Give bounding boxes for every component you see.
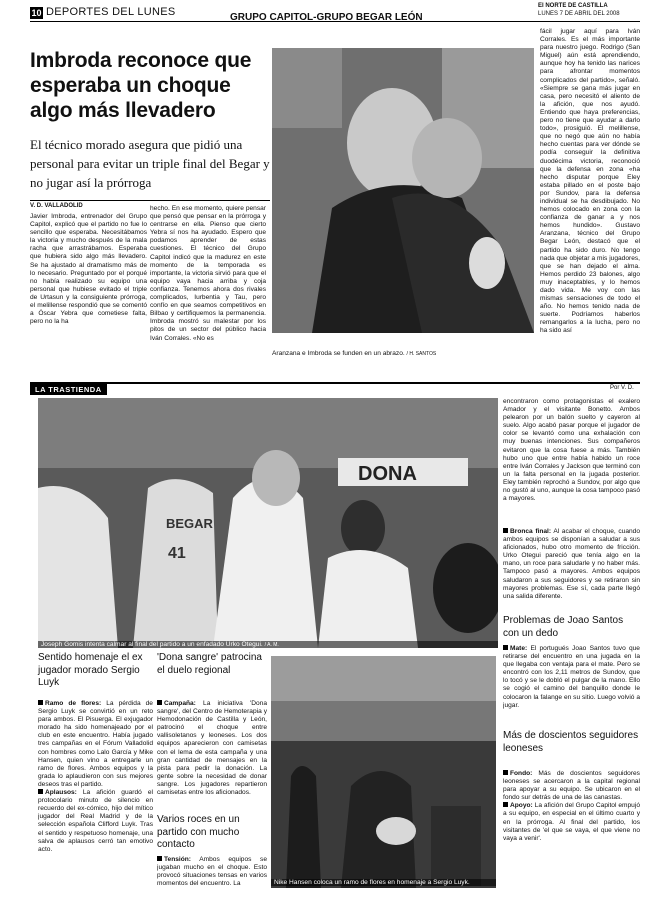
trastienda-rule	[30, 382, 640, 394]
leoneses-body	[503, 770, 640, 895]
roces-label: Tensión:	[164, 856, 191, 863]
leoneses-title: Más de doscientos seguidores leoneses	[503, 730, 639, 754]
paper-name: El NORTE DE CASTILLA	[538, 3, 608, 9]
box-roces	[157, 814, 267, 852]
main-col-1: Javier Imbroda, entrenador del Grupo Capitol, explicó que el partido no fue lo sencillo que esperaba. Necesitábamos la victoria y mucho después de la mala racha que arrastrábamos. Esperaba que hubiera sido algo más llevadero. Se ha ajustado al dramatismo más de lo necesario. Preguntado por el porqué no había realizado su equipo una personal que hubiese evitado el triple de Urtasun y la consiguiente prórroga, el melillense respondió que se comentó a Óscar Yebra que cometiese falta, pero no la ha	[30, 213, 147, 326]
homage-title: Sentido homenaje el ex jugador morado Sergio Luyk	[38, 652, 143, 688]
photo-embrace-caption	[272, 350, 534, 357]
bullet-icon	[503, 802, 508, 807]
dona-text: La iniciativa 'Dona sangre', del Centro de Hemoterapia y Hemodonación de Castilla y León, patrocinó el choque entre vallisoletanos y leoneses. Los dos equipos aparecieron con camisetas con el lema de esta campaña y una gran cantidad de mensajes en la pista para pedir la donación. La gente sobre la necesidad de donar sangre. Los jugadores repartieron camisetas entre los aficionados.	[157, 700, 267, 797]
item-label: Bronca final:	[510, 528, 552, 535]
santos-title: Problemas de Joao Santos con un dedo	[503, 615, 624, 639]
issue-date: LUNES 7 DE ABRIL DEL 2008	[538, 11, 620, 17]
caption-text: Aranzana e Imbroda se funden en un abrazo.	[272, 350, 405, 357]
box-santos	[503, 615, 640, 640]
bullet-icon	[503, 645, 508, 650]
photo-embrace	[272, 48, 534, 333]
bullet-icon	[503, 528, 508, 533]
right-col-item	[503, 528, 640, 610]
box-dona	[157, 652, 267, 677]
bullet-icon	[503, 770, 508, 775]
sponsor-begar: BEGAR	[166, 516, 213, 531]
leoneses-label-1: Fondo:	[510, 770, 533, 777]
homage-text-1: La pérdida de Sergio Luyk se convirtió en un reto para ambos. El Pisuerga. El exjugador morado ha sido homenajeado por el club en este encuentro. Había jugado tres campañas en el Fórum Valladolid con hombres como Lalo García y Mike Hansen, quien vino a entregarle un ramo de flores. Ambos equipos y la grada lo aplaudieron con sus mejores deseos tras el partido.	[38, 700, 153, 788]
roces-body	[157, 856, 267, 896]
trastienda-author: Por V. D.	[610, 385, 634, 391]
leoneses-text-2: La afición del Grupo Capitol empujó a su equipo, en especial en el último cuarto y en la prórroga. Al final del partido, los visitantes de 'el que se vaya, el que viene no vaya a venir'.	[503, 802, 640, 842]
photo-flowers	[271, 656, 496, 888]
jersey-41: 41	[168, 545, 186, 562]
box-leoneses	[503, 730, 640, 755]
bullet-icon	[157, 700, 162, 705]
caption-credit-2: / A. M.	[264, 642, 279, 648]
santos-body	[503, 645, 640, 725]
bullet-icon	[38, 700, 43, 705]
photo-players-image	[38, 398, 498, 648]
page-number: 10	[31, 8, 42, 18]
sign-dona: DONA	[358, 463, 417, 485]
photo-flowers-caption: Nike Hansen coloca un ramo de flores en homenaje a Sergio Luyk.	[271, 879, 496, 886]
dona-title: 'Dona sangre' patrocina el duelo regional	[157, 652, 262, 676]
santos-text: El portugués Joao Santos tuvo que retirarse del encuentro en una jugada en la que llegaba con ventaja para el mate. Pero se encontró con los 2,11 metros de Sundov, que lo tocó y se le dobló el pulgar de la mano. Ello se cogió el camino del banquillo donde le colocaron la falange en su sitio. Luego volvió a jugar.	[503, 645, 640, 709]
main-col-3: fácil jugar aquí para Iván Corrales. Es el más importante para nuestro juego. Rodrigo (San Miguel) aún está aprendiendo, aunque hoy ha tenido las narices para afrontar momentos complicados del partido», señaló. «Siempre se gana más jugar en casa, pero necesitó el aliento de la afición, que nos ayudó. Entiendo que haya preferencias, pero no tiene que ayudar a darlo todo», prosiguió. El melillense, que no negó que aún no había hecho cuentas para ver dónde se podía conseguir la definitiva duodécima victoria, reconoció que la defensa en zona «ha hecho disputar porque Eley estaba pillado en el poste bajo por Sundov, para la defensa individual se ha desdibujado. No hemos colocado en zona con la confianza de ganar a y nos hemos hundido». Gustavo Aranzana, técnico del Grupo Begar León, destacó que el partido ha sido duro. No tengo nada que objetar a mis jugadores, que se han dejado el alma. Hemos perdido 23 balones, algo muy inaceptables, y lo hemos dado vida. Me voy con las mismas sensaciones de todo el año. No hemos tenido nada de suerte. Podríamos haberlos remangarlos a la lucha, pero no ha sido así	[540, 28, 640, 335]
homage-label-2: Aplausos:	[45, 789, 77, 797]
right-col-text: encontraron como protagonistas el exalero Amador y el visitante Bonetto. Ambos pelearon por un balón suelto y cayeron al suelo. Algo acabó pasar porque el jugador de color se levantó como una exhalación con muy buenas intenciones. Sus compañeros evitaron que la cosa fuese a más. También hubo uno que entre había habido un roce entre Iván Corrales y Jackson que terminó con un la falta personal en la jugada posterior. Eley también reprochó a Sundov, por algo que no gustó al uno, aunque la cosa tampoco pasó a mayores.	[503, 398, 640, 503]
section-title: DEPORTES DEL LUNES	[46, 6, 176, 18]
photo-embrace-image	[272, 48, 534, 333]
match-title: GRUPO CAPITOL-GRUPO BEGAR LEÓN	[230, 12, 423, 23]
caption-text-2: Joseph Gomis intenta calmar al final del partido a un enfadado Urko Otegui.	[41, 641, 263, 648]
byline-text: V. D. VALLADOLID	[30, 203, 83, 209]
trastienda-tag: LA TRASTIENDA	[30, 384, 107, 395]
bullet-icon	[157, 856, 162, 861]
santos-label: Mate:	[510, 645, 528, 652]
homage-body	[38, 700, 153, 895]
dona-label: Campaña:	[164, 700, 196, 707]
item-text: Al acabar el choque, cuando ambos equipos se disponían a saludar a sus aficionados, hubo otro momento de fricción. Urko Otegui pareció que tenía algo en la mano, un roce para saludarle y no haber más. Tampoco pasó a mayores. Ambos equipos saludaron a sus seguidores y se retiraron sin mayores problemas. Ese sí, cada parte llegó una salida diferente.	[503, 528, 640, 600]
photo-players	[38, 398, 498, 648]
box-homage	[38, 652, 153, 690]
photo-players-caption	[38, 641, 498, 648]
main-subhead: El técnico morado asegura que pidió una personal para evitar un triple final del Begar y no jugar así la prórroga	[30, 137, 270, 190]
main-col-2: hecho. En ese momento, quiere pensar que pensó que pensar en la prórroga y centrarse en ella. Pienso que cierto Yebra sí nos ha ayudado. Espero que podamos aprender de estas cuestiones. El técnico del Grupo Capitol indicó que la madurez en este momento de la temporada es importante, la victoria sirvió para que el equipo vaya hacia arriba y coja confianza. Tenemos ahora dos rivales complicados, Iurbentia y Tau, pero confío en que seamos competitivos en Bilbao y certifiquemos la permanencia. Imbroda mostró su malestar por los pitos de un sector del público hacia Iván Corrales. «No es	[150, 205, 266, 342]
leoneses-text-1: Más de doscientos seguidores leoneses se acercaron a la capital regional para apoyar a su equipo. Se ubicaron en el fondo sur detrás de una de las canastas.	[503, 770, 640, 802]
roces-text: Ambos equipos se jugaban mucho en el choque. Esto provocó situaciones tensas en varios momentos del encuentro. La	[157, 856, 267, 888]
photo-flowers-image	[271, 656, 496, 888]
roces-title: Varios roces en un partido con mucho contacto	[157, 814, 240, 850]
homage-text-2: La afición guardó el protocolario minuto de silencio en recuerdo del ex-cómico, hijo del mítico jugador del Real Madrid y de la selección española Clifford Luyk. Tras el sentido y respetuoso homenaje, una salva de aplausos cerró tan emotivo acto.	[38, 789, 153, 853]
main-headline: Imbroda reconoce que esperaba un choque algo más llevadero	[30, 49, 252, 122]
dona-body	[157, 700, 267, 808]
caption-credit: / H. SANTOS	[406, 351, 437, 357]
bullet-icon	[38, 789, 43, 794]
homage-label-1: Ramo de flores:	[45, 700, 102, 707]
leoneses-label-2: Apoyo:	[510, 802, 533, 810]
